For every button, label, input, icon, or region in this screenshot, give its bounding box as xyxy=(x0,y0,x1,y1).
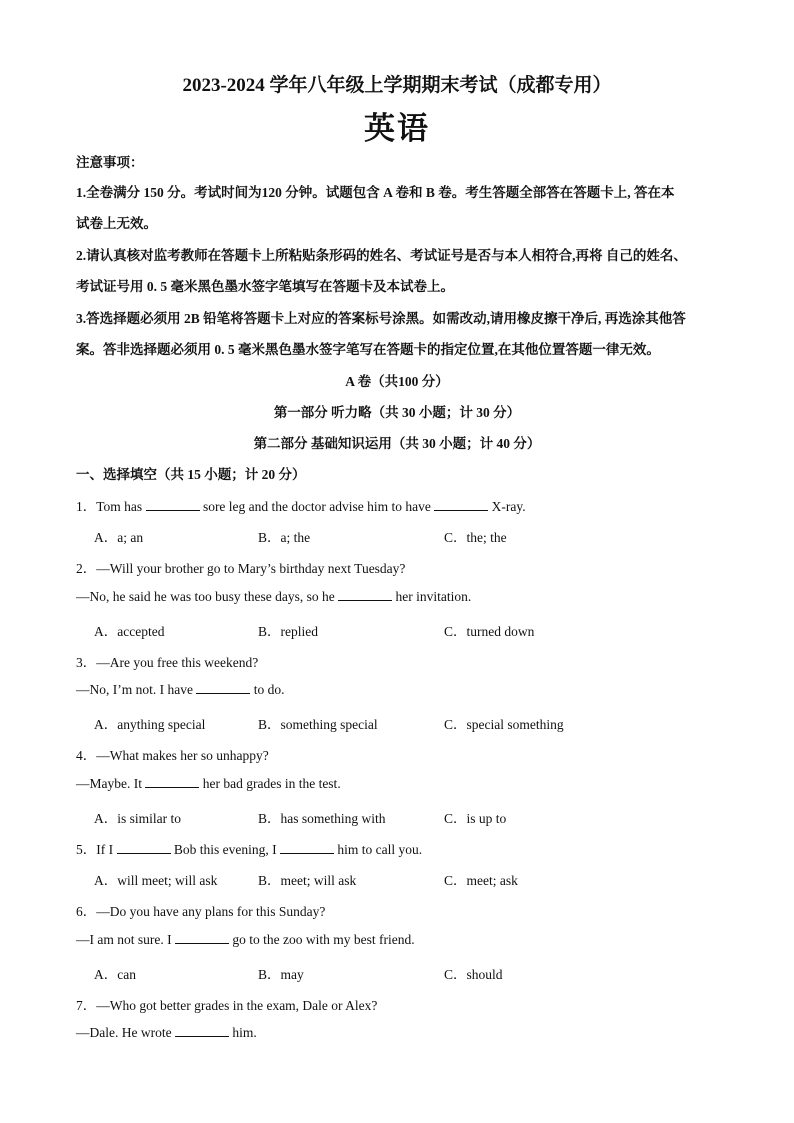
question-text: 1．Tom has xyxy=(76,499,146,514)
question-text: go to the zoo with my best friend. xyxy=(228,932,415,947)
note-line: 3.答选择题必须用 2B 铅笔将答题卡上对应的答案标号涂黑。如需改动,请用橡皮擦干净后, 再选涂其他答 xyxy=(76,311,686,326)
question-stem xyxy=(76,495,526,515)
note-line: 考试证号用 0. 5 毫米黑色墨水签字笔填写在答题卡及本试卷上。 xyxy=(76,279,454,294)
answer-blank xyxy=(338,589,392,601)
question-stem xyxy=(76,776,341,792)
question-text: him to call you. xyxy=(334,842,423,857)
question-text: sore leg and the doctor advise him to have xyxy=(199,499,435,514)
question-stem xyxy=(76,744,269,764)
question-text: 7．—Who got better grades in the exam, Dale or Alex? xyxy=(76,998,378,1013)
answer-blank xyxy=(434,499,488,511)
answer-option: A．a; an xyxy=(94,530,144,545)
answer-blank xyxy=(117,842,171,854)
answer-option: B．may xyxy=(258,967,304,982)
question-text: him. xyxy=(228,1025,257,1040)
question-text: —No, he said he was too busy these days, so he xyxy=(76,589,339,604)
question-text: 2．—Will your brother go to Mary’s birthday next Tuesday? xyxy=(76,561,406,576)
question-text: X-ray. xyxy=(488,499,526,514)
part2-heading: 第二部分 基础知识运用（共 30 小题；计 40 分） xyxy=(253,436,541,451)
subject-heading: 英语 xyxy=(364,111,430,146)
answer-option: A．can xyxy=(94,967,136,982)
answer-option: A．will meet; will ask xyxy=(94,873,218,888)
question-text: —I am not sure. I xyxy=(76,932,175,947)
answer-option: B．replied xyxy=(258,624,318,639)
paper-a-heading: A 卷（共100 分） xyxy=(345,374,449,389)
answer-blank xyxy=(175,1025,229,1037)
exam-title: 2023-2024 学年八年级上学期期末考试（成都专用） xyxy=(182,75,612,96)
answer-option: B．meet; will ask xyxy=(258,873,357,888)
answer-option: B．something special xyxy=(258,717,378,732)
part1-heading: 第一部分 听力略（共 30 小题；计 30 分） xyxy=(273,405,521,420)
question-stem xyxy=(76,932,415,948)
question-text: —Dale. He wrote xyxy=(76,1025,175,1040)
subsection-heading: 一、选择填空（共 15 小题；计 20 分） xyxy=(76,467,306,482)
answer-option: B．a; the xyxy=(258,530,311,545)
question-text: —Maybe. It xyxy=(76,776,146,791)
notes-heading: 注意事项： xyxy=(76,155,144,170)
answer-option: C．meet; ask xyxy=(444,873,518,888)
answer-option: C．turned down xyxy=(444,624,535,639)
question-text: 4．—What makes her so unhappy? xyxy=(76,748,269,763)
question-stem xyxy=(76,651,258,671)
answer-blank xyxy=(196,682,250,694)
answer-option: A．is similar to xyxy=(94,811,181,826)
note-line: 2.请认真核对监考教师在答题卡上所粘贴条形码的姓名、考试证号是否与本人相符合,再将 自己的姓名、 xyxy=(76,248,687,263)
question-stem xyxy=(76,557,405,577)
question-stem xyxy=(76,838,422,858)
question-text: to do. xyxy=(250,682,285,697)
question-text: —No, I’m not. I have xyxy=(76,682,197,697)
question-text: 6．—Do you have any plans for this Sunday? xyxy=(76,904,326,919)
answer-option: C．is up to xyxy=(444,811,507,826)
question-text: her invitation. xyxy=(392,589,472,604)
note-line: 案。答非选择题必须用 0. 5 毫米黑色墨水签字笔写在答题卡的指定位置,在其他位置答题一律无效。 xyxy=(76,342,660,357)
question-stem xyxy=(76,994,377,1014)
answer-blank xyxy=(145,776,199,788)
question-text: 5．If I xyxy=(76,842,117,857)
question-text: Bob this evening, I xyxy=(170,842,280,857)
question-stem xyxy=(76,589,471,605)
question-text: her bad grades in the test. xyxy=(199,776,341,791)
answer-option: C．the; the xyxy=(444,530,507,545)
answer-option: C．should xyxy=(444,967,503,982)
question-stem xyxy=(76,1025,257,1041)
note-line: 试卷上无效。 xyxy=(76,216,157,231)
answer-option: A．anything special xyxy=(94,717,206,732)
answer-option: A．accepted xyxy=(94,624,165,639)
note-line: 1.全卷满分 150 分。考试时间为120 分钟。试题包含 A 卷和 B 卷。考生答题全部答在答题卡上, 答在本 xyxy=(76,185,675,200)
question-text: 3．—Are you free this weekend? xyxy=(76,655,259,670)
answer-blank xyxy=(280,842,334,854)
answer-option: B．has something with xyxy=(258,811,386,826)
answer-blank xyxy=(146,499,200,511)
question-stem xyxy=(76,900,325,920)
answer-blank xyxy=(175,932,229,944)
answer-option: C．special something xyxy=(444,717,564,732)
question-stem xyxy=(76,682,285,698)
